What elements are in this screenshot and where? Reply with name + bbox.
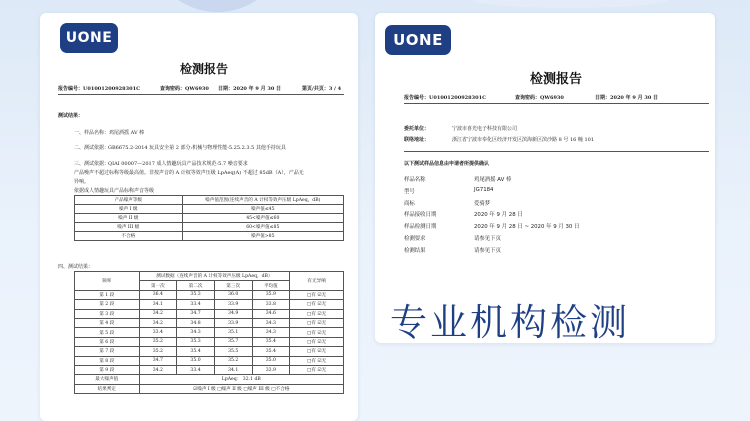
client-value: 宁波市喜光电子科技有限公司 — [452, 126, 518, 132]
sample-field-row — [404, 246, 704, 254]
table-cell: 34.3 — [177, 328, 215, 337]
table-cell: 35.2 — [214, 356, 252, 365]
table-header-cell: 噪声值范围(连续声音的 A 计权等效声压级 LpAeq，dB) — [182, 196, 343, 205]
table-cell: 34.7 — [177, 309, 215, 318]
section-test-results: 四、测试结果： — [58, 264, 94, 270]
table-row — [75, 356, 344, 365]
basis2-title: 三、测试依据： — [74, 161, 110, 167]
table-cell: 最大噪声值 — [75, 375, 140, 384]
field-value: 请参见下页 — [474, 247, 501, 254]
field-label: 检测结果 — [404, 247, 426, 254]
table-cell: 33.4 — [139, 328, 177, 337]
sample-name-line: 一、样品名称：鸡尾酒摇 AV 棒 — [74, 130, 145, 136]
table-cell: 33.8 — [252, 300, 290, 309]
table-header-cell: 测试数据（连续声音的 A 计权等效声压级 LpAeq，dB） — [139, 272, 290, 281]
table-cell: 噪声 III 级 — [75, 223, 183, 232]
table-row — [75, 347, 344, 356]
sample-field-row — [404, 210, 704, 218]
field-value: 请参见下页 — [474, 236, 501, 242]
conclusion-row — [75, 384, 344, 393]
table-cell: 第 6 段 — [75, 337, 140, 346]
table-cell: □有 ☑无 — [290, 300, 344, 309]
table-row — [75, 214, 344, 223]
basis2-text-1: QIAI 00007—2017 成人情趣玩具产品技术规范-5.7 噪音要求 — [108, 161, 248, 167]
table-cell: 36.0 — [214, 290, 252, 299]
table-cell: 35.0 — [177, 356, 215, 365]
table-cell: □有 ☑无 — [290, 318, 344, 327]
table-cell: 35.4 — [252, 347, 290, 356]
table-cell: 45<噪声值≤60 — [182, 214, 343, 223]
table-header-cell: 第三次 — [214, 281, 252, 290]
address-label: 联络地址： — [404, 137, 430, 143]
table-row — [75, 223, 344, 232]
query-code: 查询密码：QW6930 — [515, 95, 564, 101]
table-cell: 35.4 — [177, 347, 215, 356]
table-cell: 第 5 段 — [75, 328, 140, 337]
field-label: 样品名称 — [404, 177, 426, 183]
table-header-row — [75, 272, 344, 281]
table-cell: □有 ☑无 — [290, 309, 344, 318]
table-cell: 噪声值>85 — [182, 232, 343, 241]
basis-text: GB6675.2-2014 玩具安全第 2 部分:机械与物理性能-5.25.2.3.5 其他手持玩具 — [108, 145, 286, 151]
table-cell: 第 4 段 — [75, 318, 140, 327]
sample-field-row — [404, 199, 704, 207]
header-divider — [58, 94, 344, 95]
sample-field-row — [404, 222, 704, 230]
table-cell: 第 8 段 — [75, 356, 140, 365]
table-row — [75, 365, 344, 374]
table-cell: 33.9 — [252, 365, 290, 374]
client-label: 委托单位： — [404, 126, 430, 132]
left-report-page — [40, 13, 358, 421]
table-cell: □有 ☑无 — [290, 328, 344, 337]
table-header-cell: 平均值 — [252, 281, 290, 290]
field-value: JG7184 — [474, 186, 494, 193]
sample-info-note: 以下测试样品信息由申请者所提供确认 — [404, 161, 490, 167]
table-header-cell: 产品噪声等级 — [75, 196, 183, 205]
table-row — [75, 337, 344, 346]
table-cell: 33.4 — [177, 300, 215, 309]
report-title: 检测报告 — [180, 62, 229, 76]
table-cell: 34.3 — [252, 318, 290, 327]
table-row — [75, 309, 344, 318]
report-number: 报告编号：U01001200928301C — [58, 86, 141, 92]
table-cell: □有 ☑无 — [290, 365, 344, 374]
table-cell: 34.9 — [214, 309, 252, 318]
uone-logo: UONE — [385, 25, 451, 55]
table-cell: 34.2 — [139, 365, 177, 374]
table-cell: 第 2 段 — [75, 300, 140, 309]
table-row — [75, 290, 344, 299]
background-circle — [160, 0, 275, 12]
table-cell: 34.1 — [214, 365, 252, 374]
basis2-text-2: 产品噪声不超过标称等级最高值。非按声音的 A 计权等效声压级 LpAeq(A) 不超过 85dB（A），产品无 — [74, 170, 304, 176]
field-value: 2020 年 9 月 28 日 — [474, 212, 523, 219]
table-cell: 第 7 段 — [75, 347, 140, 356]
table-cell: 35.0 — [252, 356, 290, 365]
table-row — [75, 300, 344, 309]
field-label: 样品检测日期 — [404, 224, 437, 231]
table-cell: □有 ☑无 — [290, 356, 344, 365]
headline: 专业机构检测 — [390, 301, 630, 344]
table-cell: ☑噪声 I 级 □噪声 II 级 □噪声 III 级 □不合格 — [139, 384, 343, 393]
table-cell: 60<噪声值≤85 — [182, 223, 343, 232]
table-cell: 34.6 — [252, 309, 290, 318]
table-cell: 不合格 — [75, 232, 183, 241]
table-cell: 35.1 — [214, 328, 252, 337]
noise-level-table — [74, 195, 344, 241]
table-cell: 噪声值≤45 — [182, 205, 343, 214]
table-cell: 34.8 — [177, 318, 215, 327]
field-label: 型号 — [404, 188, 415, 195]
table-cell: 35.5 — [214, 347, 252, 356]
uone-logo: UONE — [60, 23, 118, 53]
table-cell: 36.4 — [139, 290, 177, 299]
table-cell: 35.7 — [214, 337, 252, 346]
table-cell: □有 ☑无 — [290, 347, 344, 356]
field-label: 商标 — [404, 200, 415, 207]
basis-title: 二、测试依据： — [74, 145, 110, 151]
table-cell: 34.1 — [139, 300, 177, 309]
table-cell: 33.4 — [177, 365, 215, 374]
table-header-cell: 第二次 — [177, 281, 215, 290]
table-cell: 35.3 — [177, 337, 215, 346]
page-info: 第页/共页：3 / 4 — [302, 86, 342, 92]
table-header-cell: 第一次 — [139, 281, 177, 290]
address-value: 浙江省宁波市奉化区经济开发区滨海新区滨沙路 8 号 16 幢 101 — [452, 137, 595, 143]
info-divider — [404, 151, 709, 152]
section-results: 测试结果： — [58, 113, 84, 119]
table-cell: 第 3 段 — [75, 309, 140, 318]
table-cell: 35.2 — [139, 347, 177, 356]
background-blob — [470, 0, 670, 8]
table-cell: 35.9 — [252, 290, 290, 299]
report-title: 检测报告 — [530, 72, 583, 87]
sample-field-row — [404, 175, 704, 183]
field-value: 爱骑梦 — [474, 200, 491, 207]
table-header-cell: 频率 — [75, 272, 140, 291]
table-cell: 34.7 — [139, 356, 177, 365]
table-cell: □有 ☑无 — [290, 290, 344, 299]
field-label: 样品接收日期 — [404, 212, 437, 219]
table-cell: 34.2 — [139, 318, 177, 327]
table-header-row — [75, 196, 344, 205]
sample-field-row — [404, 187, 704, 195]
table-row — [75, 328, 344, 337]
table-cell: 33.9 — [214, 318, 252, 327]
table-cell: 34.2 — [139, 309, 177, 318]
table-cell: □有 ☑无 — [290, 337, 344, 346]
table-cell: 第 9 段 — [75, 365, 140, 374]
report-date: 日期：2020 年 9 月 30 日 — [595, 95, 659, 101]
table-cell: 噪声 II 级 — [75, 214, 183, 223]
basis2-text-4: 依据成人情趣玩具产品标称声音等级 — [74, 188, 155, 194]
basis2-text-3: 异响。 — [74, 179, 90, 185]
table-cell: 35.3 — [177, 290, 215, 299]
table-cell: 第 1 段 — [75, 290, 140, 299]
table-row — [75, 232, 344, 241]
table-cell: LpAeq： 32.1 dB — [139, 375, 343, 384]
field-value: 鸡尾酒摇 AV 棒 — [474, 177, 512, 183]
header-divider — [404, 103, 709, 104]
table-cell: 35.4 — [252, 337, 290, 346]
report-date: 日期：2020 年 9 月 30 日 — [218, 86, 282, 92]
sample-field-row — [404, 234, 704, 242]
table-row — [75, 205, 344, 214]
table-cell: 噪声 I 级 — [75, 205, 183, 214]
table-cell: 33.9 — [214, 300, 252, 309]
table-cell: 34.3 — [252, 328, 290, 337]
field-value: 2020 年 9 月 28 日 ~ 2020 年 9 月 30 日 — [474, 224, 580, 231]
table-cell: 35.2 — [139, 337, 177, 346]
table-header-cell: 有无异响 — [290, 272, 344, 291]
table-cell: 结果判定 — [75, 384, 140, 393]
field-label: 检测要求 — [404, 236, 426, 242]
report-number: 报告编号：U01001200928301C — [404, 95, 487, 101]
max-noise-row — [75, 375, 344, 384]
query-code: 查询密码：QW6930 — [160, 86, 209, 92]
noise-test-data-table — [74, 271, 344, 394]
table-row — [75, 318, 344, 327]
